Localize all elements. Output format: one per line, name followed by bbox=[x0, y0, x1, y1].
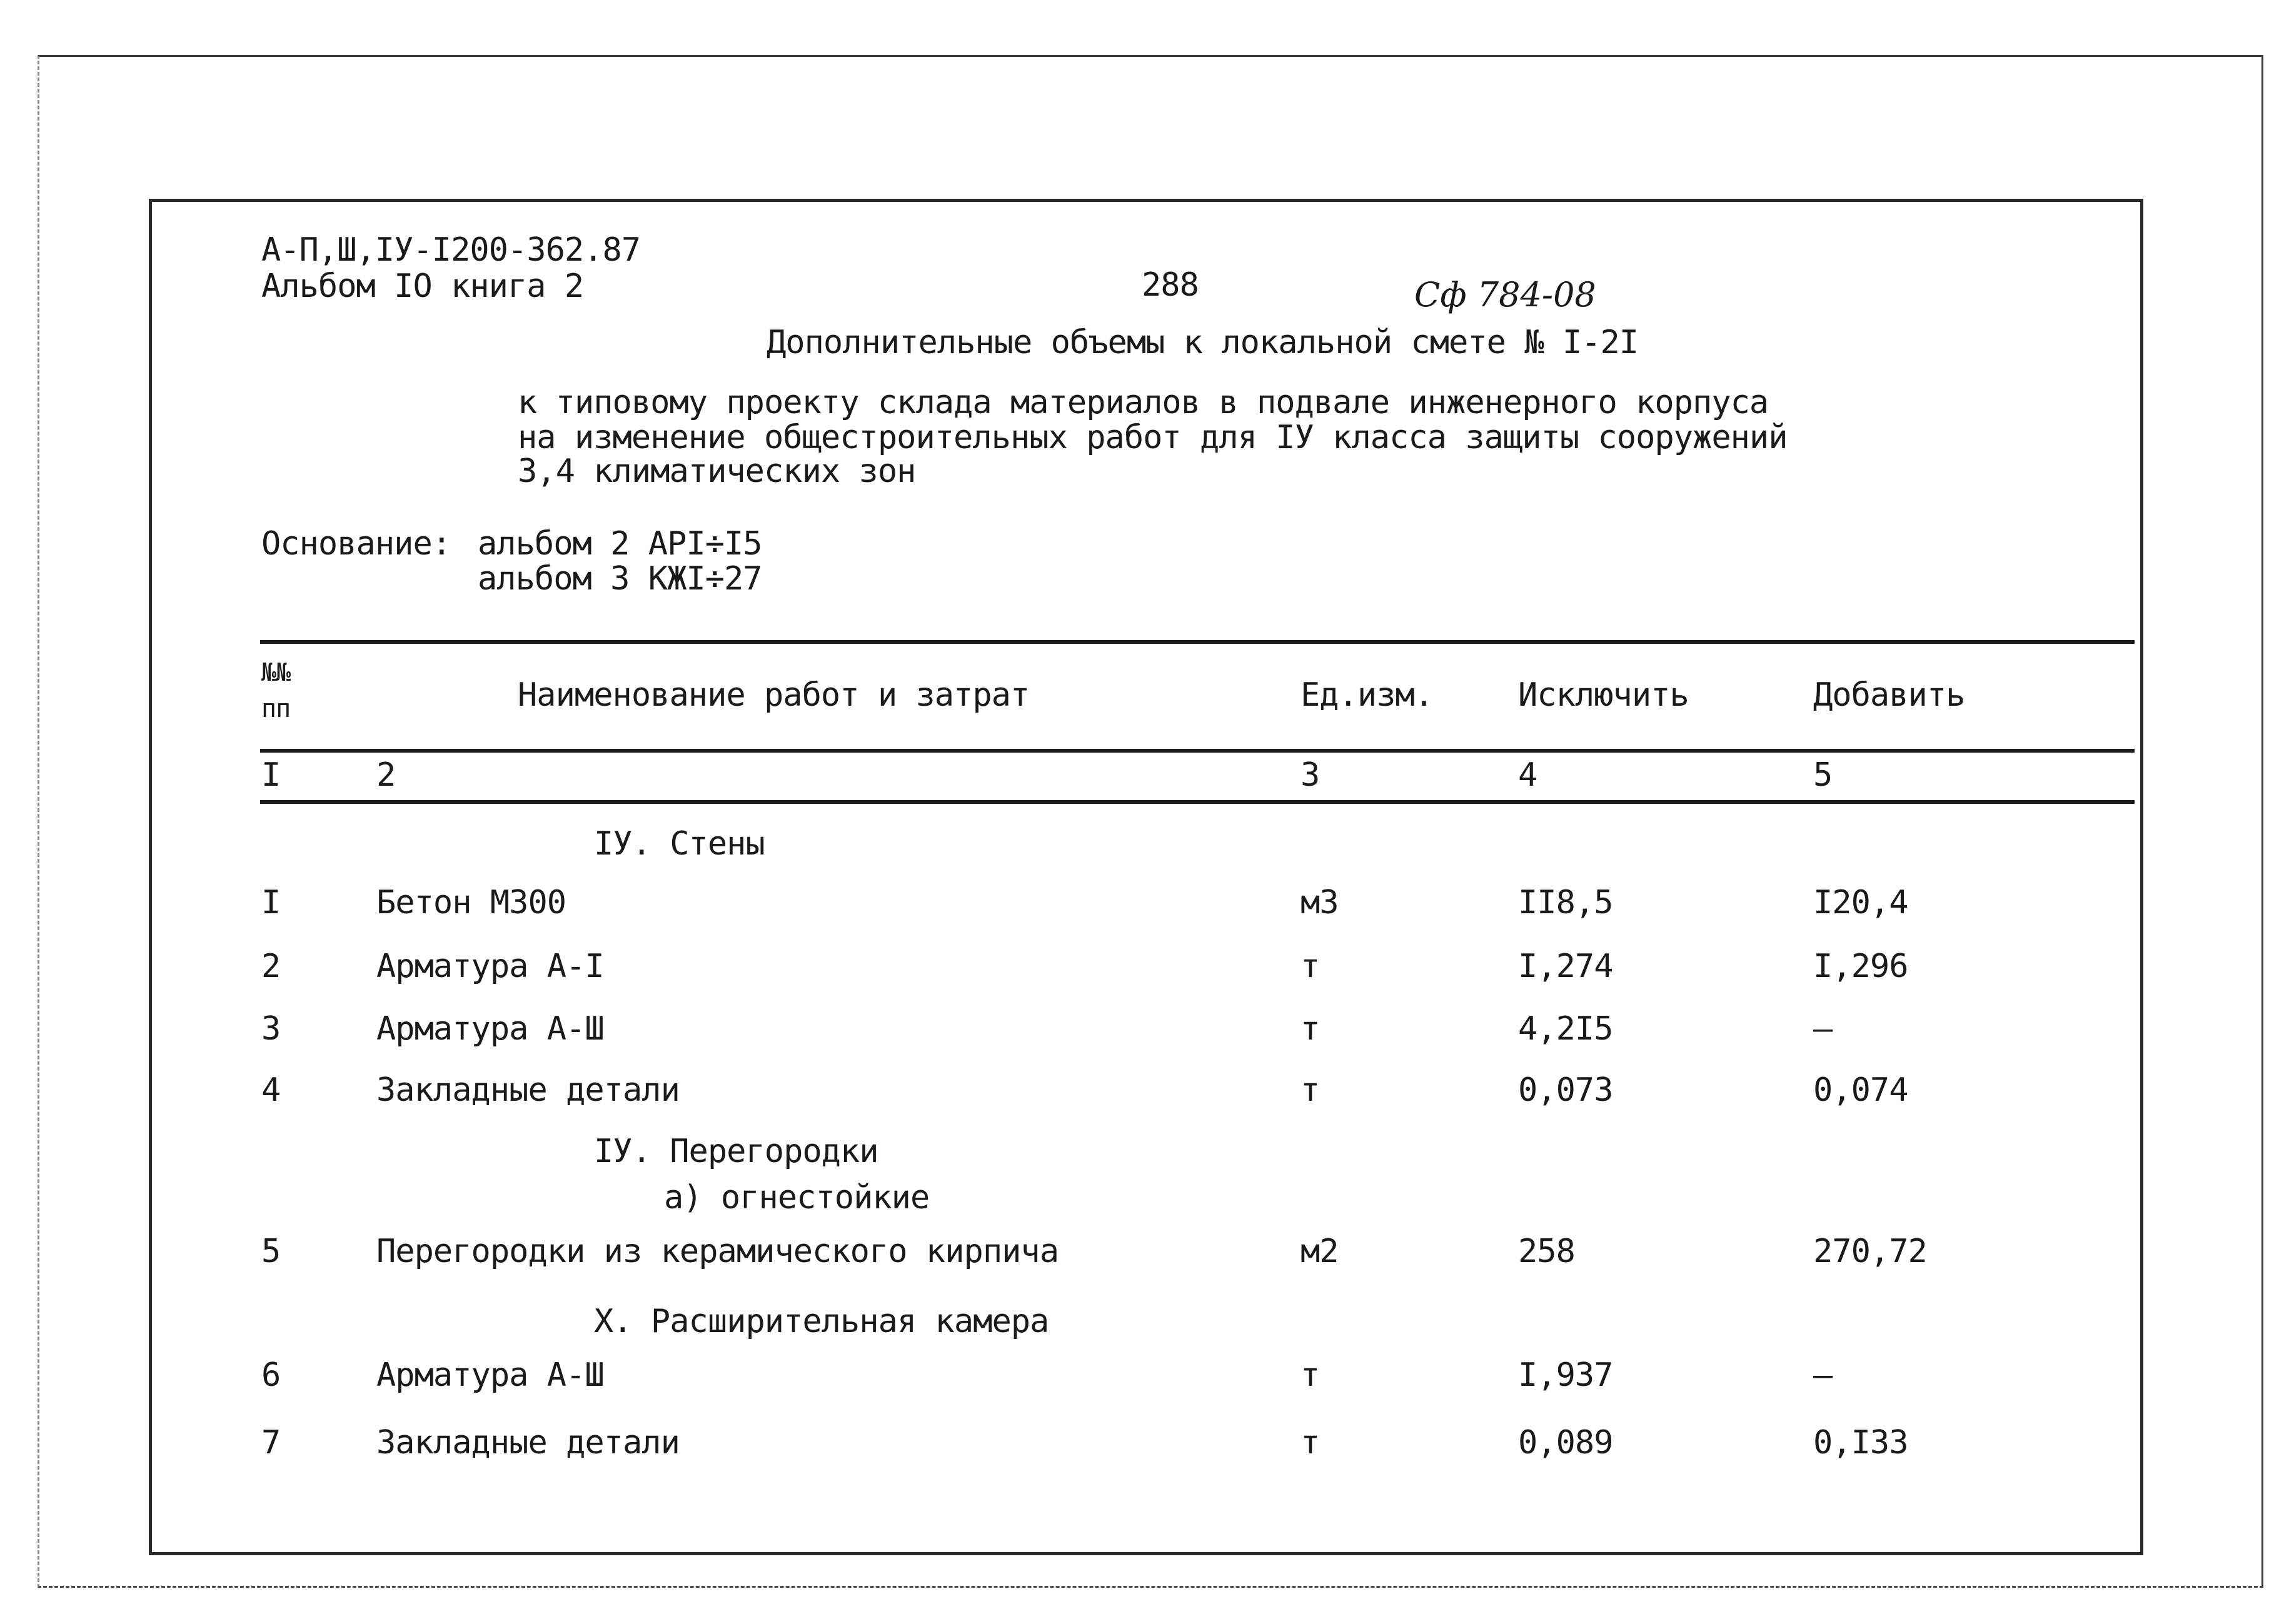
header-add: Добавить bbox=[1813, 676, 1965, 714]
header-name: Наименование работ и затрат bbox=[518, 676, 1030, 714]
page-number: 288 bbox=[1142, 266, 1199, 304]
row-1-exclude: II8,5 bbox=[1518, 884, 1613, 921]
row-1-unit: м3 bbox=[1300, 884, 1339, 921]
basis-line-2: альбом 3 КЖI÷27 bbox=[478, 560, 762, 598]
row-2-unit: т bbox=[1300, 948, 1320, 985]
section-walls: IУ. Стены bbox=[594, 825, 765, 863]
handwritten-reference: Сф 784-08 bbox=[1414, 275, 1596, 314]
colnum-4: 4 bbox=[1518, 756, 1537, 794]
row-1-add: I20,4 bbox=[1813, 884, 1908, 921]
row-7-add: 0,I33 bbox=[1813, 1424, 1908, 1461]
basis-label: Основание: bbox=[261, 525, 451, 563]
colnum-1: I bbox=[261, 756, 281, 794]
table-top-rule bbox=[260, 640, 2135, 644]
row-7-exclude: 0,089 bbox=[1518, 1424, 1613, 1461]
header-num-line-2: пп bbox=[261, 694, 291, 723]
subtitle-line-2: на изменение общестроительных работ для IУ класса защиты сооружений bbox=[518, 419, 1788, 456]
row-6-num: 6 bbox=[261, 1356, 281, 1394]
row-2-exclude: I,274 bbox=[1518, 948, 1613, 985]
section-partitions-sub: а) огнестойкие bbox=[664, 1179, 930, 1216]
album-info: Альбом IO книга 2 bbox=[261, 268, 584, 305]
colnum-3: 3 bbox=[1300, 756, 1320, 794]
row-7-name: Закладные детали bbox=[376, 1424, 680, 1461]
header-unit: Ед.изм. bbox=[1300, 676, 1434, 714]
colnum-5: 5 bbox=[1813, 756, 1833, 794]
row-3-name: Арматура А-Ш bbox=[376, 1010, 604, 1048]
row-2-num: 2 bbox=[261, 948, 281, 985]
row-2-name: Арматура А-I bbox=[376, 948, 604, 985]
header-exclude: Исключить bbox=[1518, 676, 1689, 714]
row-5-name: Перегородки из керамического кирпича bbox=[376, 1233, 1059, 1270]
row-3-num: 3 bbox=[261, 1010, 281, 1048]
row-4-add: 0,074 bbox=[1813, 1071, 1908, 1109]
row-5-add: 270,72 bbox=[1813, 1233, 1927, 1270]
row-5-exclude: 258 bbox=[1518, 1233, 1575, 1270]
row-1-num: I bbox=[261, 884, 281, 921]
table-header-rule bbox=[260, 749, 2135, 753]
row-3-exclude: 4,2I5 bbox=[1518, 1010, 1613, 1048]
section-partitions: IУ. Перегородки bbox=[594, 1133, 878, 1170]
row-3-add: – bbox=[1813, 1010, 1833, 1048]
row-5-num: 5 bbox=[261, 1233, 281, 1270]
subtitle-line-3: 3,4 климатических зон bbox=[518, 453, 916, 490]
row-6-exclude: I,937 bbox=[1518, 1356, 1613, 1394]
row-4-exclude: 0,073 bbox=[1518, 1071, 1613, 1109]
section-chamber: Х. Расширительная камера bbox=[594, 1303, 1049, 1340]
document-title: Дополнительные объемы к локальной смете № I-2I bbox=[767, 324, 1639, 361]
row-5-unit: м2 bbox=[1300, 1233, 1339, 1270]
row-4-unit: т bbox=[1300, 1071, 1320, 1109]
document-code: А-П,Ш,IУ-I200-362.87 bbox=[261, 231, 641, 269]
row-3-unit: т bbox=[1300, 1010, 1320, 1048]
row-7-unit: т bbox=[1300, 1424, 1320, 1461]
row-7-num: 7 bbox=[261, 1424, 281, 1461]
row-2-add: I,296 bbox=[1813, 948, 1908, 985]
row-1-name: Бетон М300 bbox=[376, 884, 566, 921]
header-num-line-1: №№ bbox=[261, 658, 291, 687]
colnum-2: 2 bbox=[376, 756, 396, 794]
subtitle-line-1: к типовому проекту склада материалов в подвале инженерного корпуса bbox=[518, 384, 1769, 421]
row-6-add: – bbox=[1813, 1356, 1833, 1394]
basis-line-1: альбом 2 АРI÷I5 bbox=[478, 525, 762, 563]
row-4-num: 4 bbox=[261, 1071, 281, 1109]
table-colnum-rule bbox=[260, 800, 2135, 804]
row-4-name: Закладные детали bbox=[376, 1071, 680, 1109]
row-6-name: Арматура А-Ш bbox=[376, 1356, 604, 1394]
row-6-unit: т bbox=[1300, 1356, 1320, 1394]
